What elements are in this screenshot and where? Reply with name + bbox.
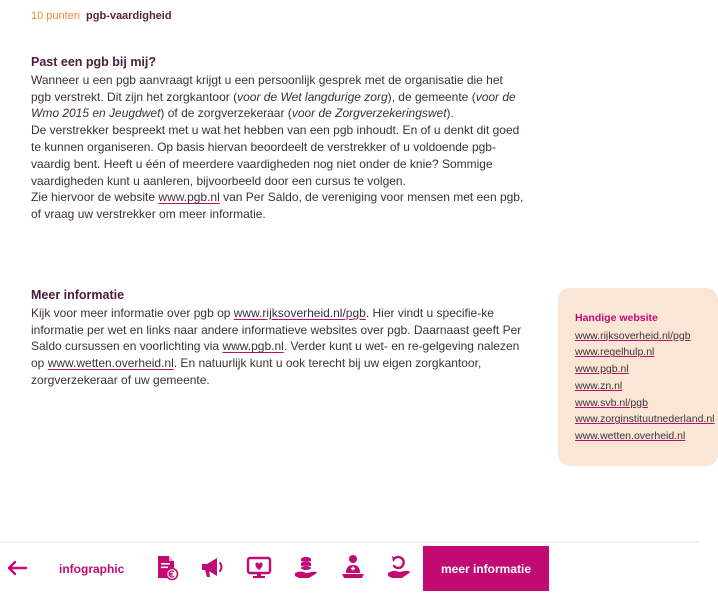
text: Kijk voor meer informatie over pgb op (31, 305, 234, 320)
coins-hand-icon[interactable] (292, 553, 320, 581)
sidebar-link[interactable]: www.pgb.nl (575, 363, 629, 376)
section-meer-informatie (31, 287, 526, 389)
section-heading: Meer informatie (31, 288, 125, 302)
section-heading: Past een pgb bij mij? (31, 55, 157, 69)
emphasis: voor de Wmo 2015 en Jeugdwet (31, 89, 516, 121)
monitor-heart-icon[interactable] (245, 553, 273, 581)
sidebar-link[interactable]: www.wetten.overheid.nl (575, 429, 686, 442)
section-paragraph-2 (31, 122, 526, 189)
text: . Verder kunt u wet- en re-gelgeving nalezen op (31, 339, 520, 371)
link-pgb[interactable]: www.pgb.nl (158, 190, 220, 205)
link-pgb[interactable]: www.pgb.nl (222, 339, 284, 354)
meer-informatie-button[interactable]: meer informatie (423, 546, 549, 591)
sidebar-link[interactable]: www.zorginstituutnederland.nl (575, 413, 715, 426)
emphasis: voor de Zorgverzekeringswet (291, 106, 447, 121)
infographic-link[interactable]: infographic (59, 562, 125, 576)
emphasis: voor de Wet langdurige zorg (237, 89, 388, 104)
sidebar-link[interactable]: www.regelhulp.nl (575, 346, 655, 359)
section-paragraph-1 (31, 72, 526, 122)
text: Wanneer u een pgb aanvraagt krijgt u een persoonlijk gesprek met de organisatie die het pgb verstrekt. Dit zijn het zorgkantoor ( (31, 72, 503, 104)
text: van Per Saldo, de vereniging voor mensen met een pgb, of vraag uw verstrekker om meer informatie. (31, 190, 524, 222)
text: ) of de zorgverzekeraar ( (160, 106, 292, 121)
text: ). (446, 106, 454, 121)
link-rijksoverheid[interactable]: www.rijksoverheid.nl/pgb (233, 305, 366, 320)
document-euro-icon[interactable] (152, 553, 180, 581)
megaphone-icon[interactable] (198, 553, 226, 581)
sidebar-link[interactable]: www.rijksoverheid.nl/pgb (575, 329, 691, 342)
sidebar-link[interactable]: www.svb.nl/pgb (575, 396, 648, 409)
section-paragraph-3 (31, 189, 526, 223)
text: ), de gemeente ( (387, 89, 476, 104)
chapter-title: pgb-vaardigheid (86, 10, 172, 22)
sidebar-title: Handige website (575, 312, 658, 324)
person-care-icon[interactable] (339, 553, 367, 581)
section-paragraph (31, 305, 526, 389)
nav-divider (0, 541, 699, 543)
page-header (31, 10, 172, 22)
link-wetten[interactable]: www.wetten.overheid.nl (47, 356, 174, 371)
text: . Hier vindt u specifie-ke informatie per wet en links naar andere informatieve websites over pgb. Daarnaast geeft Per Saldo cursussen en voorlichting via (31, 305, 522, 354)
chapter-number: 10 punten (31, 10, 80, 22)
arrow-left-icon[interactable] (5, 556, 29, 580)
hand-refresh-icon[interactable] (385, 553, 413, 581)
section-past-een-pgb (31, 54, 526, 223)
text: Zie hiervoor de website (31, 190, 159, 205)
bottom-navbar (0, 546, 699, 592)
handige-websites-box (558, 288, 718, 466)
text: De verstrekker bespreekt met u wat het hebben van een pgb inhoudt. En of u denkt dit goed te kunnen organiseren. Op basis hiervan beoordeelt de verstrekker of u voldoende pgb-vaardig bent. Heeft u één of meerdere vaardigheden nog niet onder de knie? Sommige vaardigheden kunt u aanleren, bijvoorbeeld door een cursus te volgen. (31, 123, 520, 188)
sidebar-link[interactable]: www.zn.nl (575, 379, 623, 392)
text: . En natuurlijk kunt u ook terecht bij uw eigen zorgkantoor, zorgverzekeraar of uw gemeente. (31, 356, 482, 387)
